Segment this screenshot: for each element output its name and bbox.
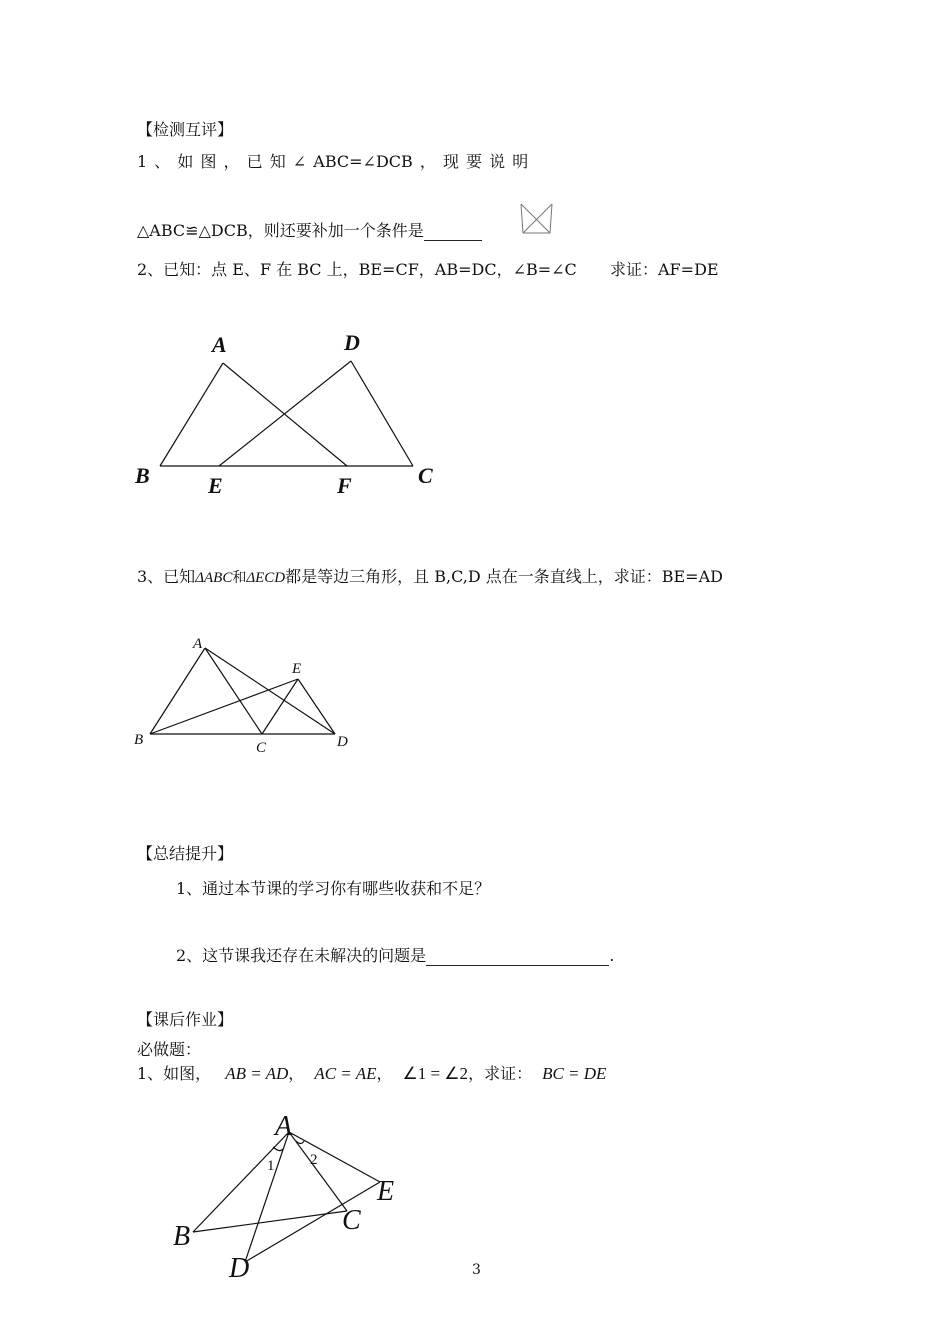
- hw-q1-prefix: 1、如图，: [137, 1064, 212, 1083]
- label-f: F: [337, 473, 352, 498]
- required-label: 必做题：: [137, 1040, 202, 1059]
- label-e: E: [292, 661, 302, 677]
- question-2-text: 2、已知：点 E、F 在 BC 上，BE=CF，AB=DC，∠B=∠C: [137, 260, 577, 279]
- section-title-homework: 【课后作业】: [137, 1010, 234, 1029]
- triangle-abc: ΔABC: [195, 570, 233, 586]
- label-d: D: [344, 330, 360, 355]
- label-a: A: [193, 636, 203, 652]
- hw-sep-2: ，: [376, 1064, 393, 1083]
- question-1-text: △ABC≌△DCB，则还要补加一个条件是: [137, 221, 424, 240]
- summary-item-2-end: .: [609, 946, 615, 965]
- hw-eq-ac-ae: AC = AE: [314, 1064, 377, 1083]
- hw-eq-angle: ∠1 = ∠2: [402, 1064, 469, 1083]
- label-c: C: [256, 740, 267, 756]
- summary-item-1: 1、通过本节课的学习你有哪些收获和不足？: [176, 879, 491, 898]
- angle-2-label: 2: [310, 1152, 318, 1168]
- hw-sep-1: ，: [288, 1064, 305, 1083]
- label-e: E: [208, 473, 223, 498]
- label-c: C: [342, 1205, 361, 1236]
- label-c: C: [418, 463, 433, 488]
- question-3-suffix: 都是等边三角形，且 B,C,D 点在一条直线上，求证：BE=AD: [285, 567, 723, 586]
- label-b: B: [134, 732, 144, 748]
- label-d: D: [229, 1253, 250, 1284]
- label-b: B: [173, 1221, 191, 1252]
- question-2-prove: 求证：AF=DE: [610, 260, 719, 279]
- hw-eq-ab-ad: AB = AD: [225, 1064, 289, 1083]
- angle-1-label: 1: [267, 1158, 275, 1174]
- page-number: 3: [472, 1262, 481, 1278]
- question-3-and: 和: [232, 570, 247, 586]
- hw-sep-3: ，求证：: [468, 1064, 533, 1083]
- question-1-line-1: 1 、 如 图 ， 已 知 ∠ ABC=∠DCB ， 现 要 说 明: [137, 152, 529, 171]
- triangle-ecd: ΔECD: [246, 570, 286, 586]
- summary-item-2-text: 2、这节课我还存在未解决的问题是: [176, 946, 427, 965]
- hw-eq-bc-de: BC = DE: [542, 1064, 607, 1083]
- label-a: A: [275, 1111, 293, 1142]
- section-title-summary: 【总结提升】: [137, 844, 234, 863]
- question-3-prefix: 3、已知: [137, 567, 196, 586]
- label-d: D: [337, 734, 348, 750]
- section-title-check: 【检测互评】: [137, 120, 234, 139]
- label-e: E: [377, 1176, 395, 1207]
- label-a: A: [212, 332, 227, 357]
- label-b: B: [135, 463, 150, 488]
